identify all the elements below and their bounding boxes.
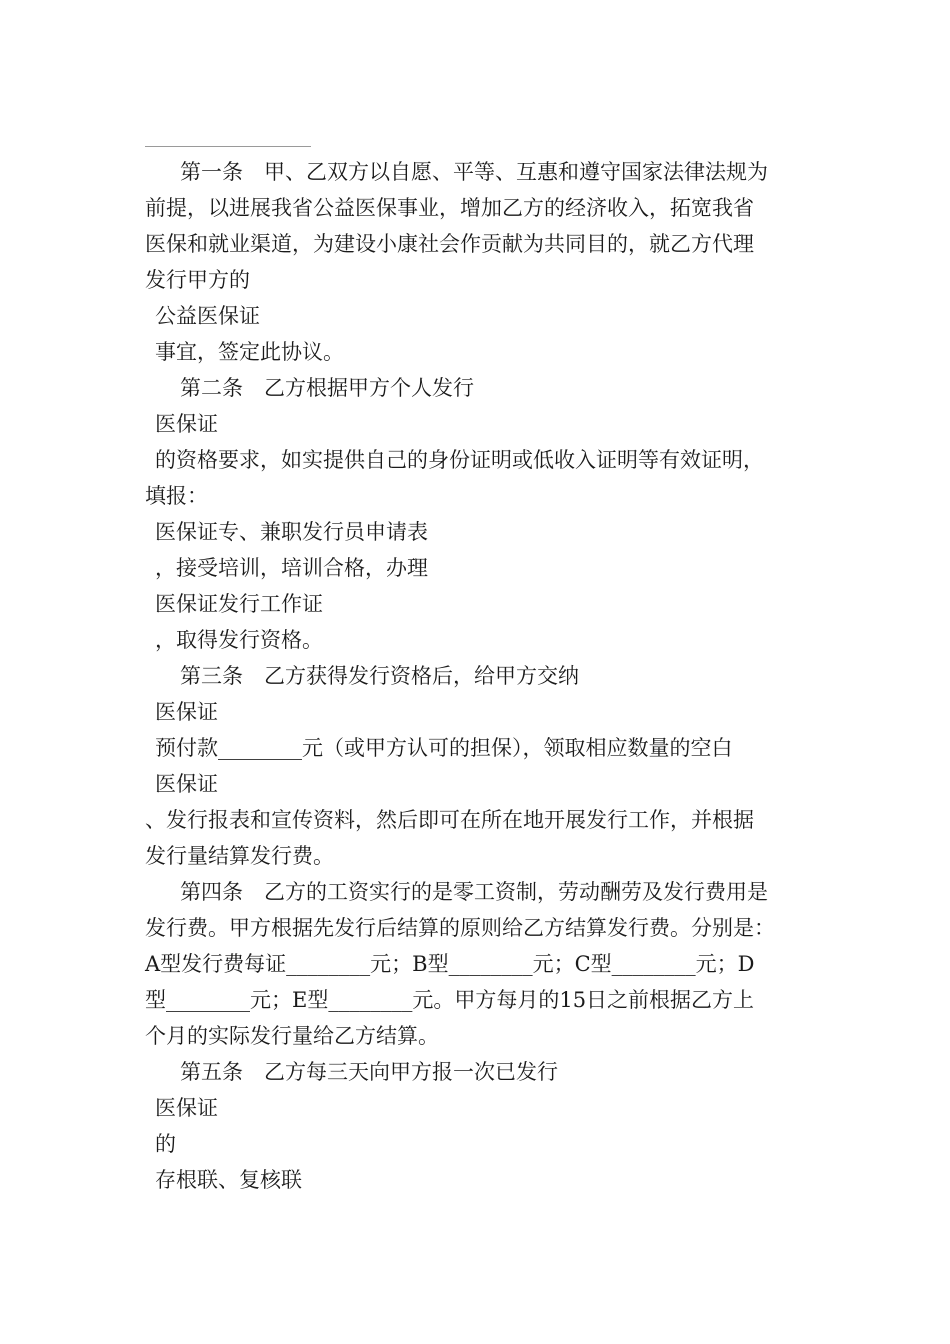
article-1-line-1: 第一条 甲、乙双方以自愿、平等、互惠和遵守国家法律法规为: [180, 160, 768, 184]
header-rule: [145, 146, 311, 147]
article-4-line-1: 第四条 乙方的工资实行的是零工资制，劳动酬劳及发行费用是: [180, 880, 768, 904]
article-3-line-5: 、发行报表和宣传资料，然后即可在所在地开展发行工作，并根据: [145, 808, 754, 832]
article-2-line-1: 第二条 乙方根据甲方个人发行: [180, 376, 474, 400]
article-2-line-2: 医保证: [155, 412, 218, 436]
article-5-line-3: 的: [155, 1132, 176, 1156]
article-5-line-2: 医保证: [155, 1096, 218, 1120]
article-3-line-4: 医保证: [155, 772, 218, 796]
article-2-line-5: 医保证专、兼职发行员申请表: [155, 520, 428, 544]
article-1-line-2: 前提，以进展我省公益医保事业，增加乙方的经济收入，拓宽我省: [145, 196, 754, 220]
article-3-line-2: 医保证: [155, 700, 218, 724]
article-5-line-4: 存根联、复核联: [155, 1168, 302, 1192]
article-1-line-5: 公益医保证: [155, 304, 260, 328]
article-2-line-6: ，接受培训，培训合格，办理: [155, 556, 428, 580]
article-3-line-1: 第三条 乙方获得发行资格后，给甲方交纳: [180, 664, 579, 688]
article-1-line-3: 医保和就业渠道，为建设小康社会作贡献为共同目的，就乙方代理: [145, 232, 754, 256]
article-2-line-8: ，取得发行资格。: [155, 628, 323, 652]
article-2-line-3: 的资格要求，如实提供自己的身份证明或低收入证明等有效证明，: [155, 448, 764, 472]
article-4-line-2: 发行费。甲方根据先发行后结算的原则给乙方结算发行费。分别是：: [145, 916, 775, 940]
article-3-line-6: 发行量结算发行费。: [145, 844, 334, 868]
article-3-line-3: 预付款________元（或甲方认可的担保），领取相应数量的空白: [155, 736, 733, 760]
article-4-line-5: 个月的实际发行量给乙方结算。: [145, 1024, 439, 1048]
article-1-line-4: 发行甲方的: [145, 268, 250, 292]
article-5-line-1: 第五条 乙方每三天向甲方报一次已发行: [180, 1060, 558, 1084]
article-2-line-7: 医保证发行工作证: [155, 592, 323, 616]
article-1-line-6: 事宜，签定此协议。: [155, 340, 344, 364]
article-4-line-4: 型________元；E型________元。甲方每月的15日之前根据乙方上: [145, 988, 755, 1012]
article-4-line-3: A型发行费每证________元；B型________元；C型________元；D: [145, 952, 755, 976]
article-2-line-4: 填报：: [145, 484, 208, 508]
